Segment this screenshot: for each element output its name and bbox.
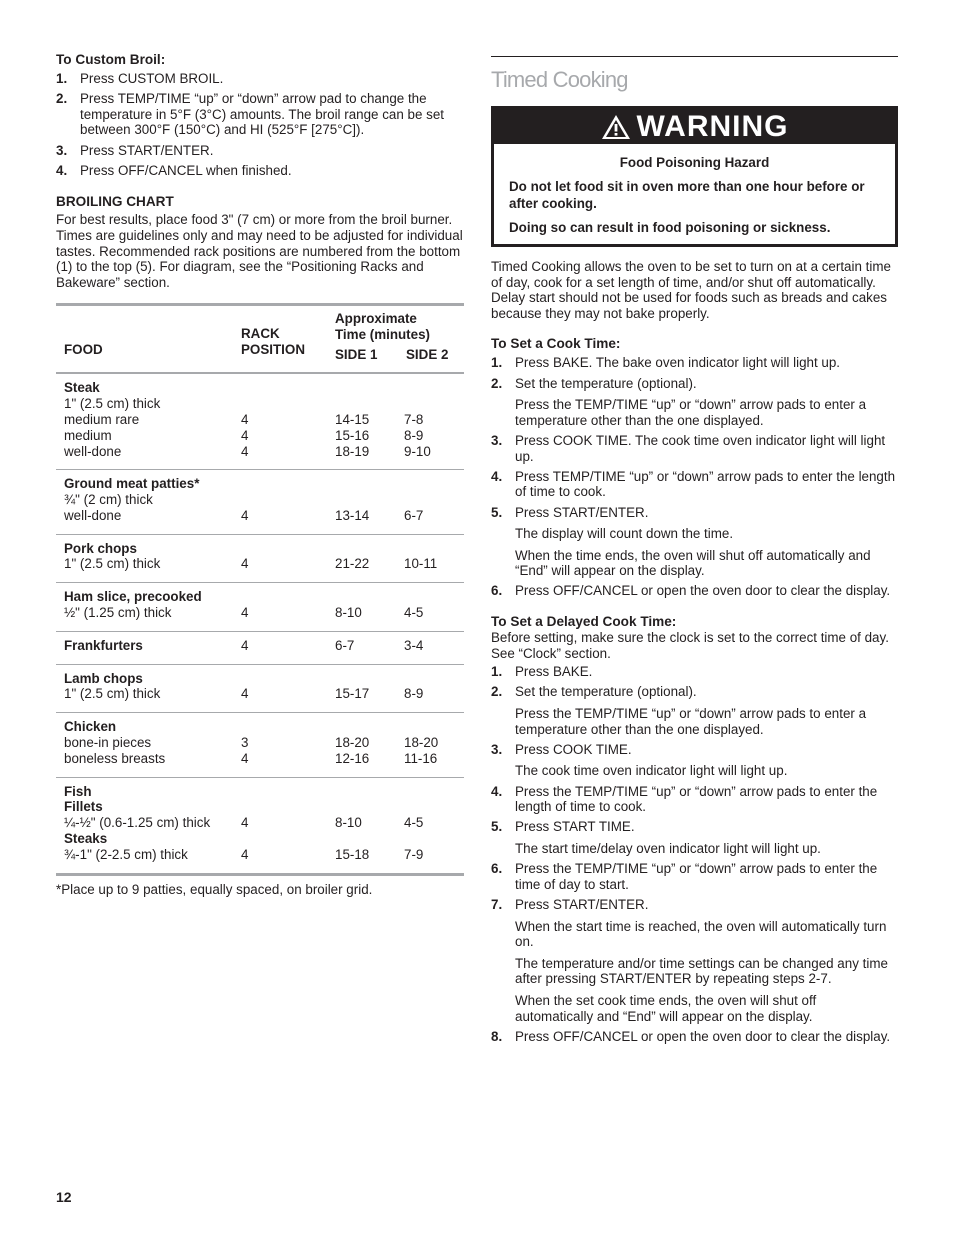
header-time-minutes: Time (minutes) — [335, 327, 430, 343]
step-item — [491, 784, 898, 815]
step-content — [515, 784, 898, 815]
step-text: Press START TIME. — [515, 819, 635, 835]
rack-cell: 4 — [241, 815, 249, 831]
step-text: Set the temperature (optional). — [515, 684, 697, 700]
step-item — [491, 1029, 898, 1045]
step-text: Press COOK TIME. The cook time oven indicator light will light up. — [515, 432, 886, 464]
step-content — [515, 664, 898, 680]
step-content — [515, 897, 898, 1024]
food-cell: Pork chops — [64, 540, 137, 556]
step-item — [491, 583, 898, 599]
table-row — [56, 412, 464, 428]
timed-cooking-intro: Timed Cooking allows the oven to be set to turn on at a certain time of day, cook for a set length of time, and/or shut off automatically. Delay start should not be used for foods such as breads and cakes because they may not bake properly. — [491, 259, 891, 321]
table-row — [56, 831, 464, 847]
rack-cell: 3 — [241, 735, 249, 751]
side1-cell: 14-15 — [335, 411, 370, 427]
side2-cell: 11-16 — [404, 750, 438, 766]
header-food: FOOD — [64, 342, 103, 358]
page-number: 12 — [56, 1189, 72, 1205]
step-subtext: The cook time oven indicator light will light up. — [515, 763, 788, 779]
step-content — [515, 583, 898, 599]
step-number: 1. — [491, 664, 503, 680]
warning-line-1: Do not let food sit in oven more than one hour before or after cooking. — [509, 179, 865, 211]
table-header — [56, 306, 464, 374]
step-content — [515, 505, 898, 579]
step-content — [80, 143, 464, 159]
step-item — [56, 91, 464, 138]
table-body — [56, 374, 464, 872]
table-row — [56, 751, 464, 767]
food-cell: 1" (2.5 cm) thick — [64, 396, 161, 412]
step-subtext: The start time/delay oven indicator light will light up. — [515, 840, 821, 856]
table-row — [56, 605, 464, 621]
step-item — [491, 742, 898, 779]
food-cell: Fillets — [64, 799, 103, 815]
food-cell: well-done — [64, 443, 122, 459]
side1-cell: 15-17 — [335, 686, 370, 702]
rack-cell: 4 — [241, 507, 249, 523]
table-row-group — [56, 713, 464, 777]
side2-cell: 7-8 — [404, 411, 424, 427]
step-content — [515, 819, 898, 856]
step-number: 1. — [56, 71, 68, 86]
broiling-chart-intro: For best results, place food 3" (7 cm) or more from the broil burner. Times are guidelines only and may need to be adjusted for individual tastes. Recommended rack positions are numbered from the bottom (1) to the top (5). For diagram, see the “Positioning Racks and Bakeware” section. — [56, 212, 463, 290]
side2-cell: 8-9 — [404, 686, 424, 702]
step-text: Press the TEMP/TIME “up” or “down” arrow pads to enter the length of time to cook. — [515, 783, 878, 815]
food-cell: medium rare — [64, 411, 140, 427]
step-text: Press OFF/CANCEL when finished. — [80, 162, 292, 178]
cook-time-heading: To Set a Cook Time: — [491, 336, 621, 352]
food-cell: bone-in pieces — [64, 735, 152, 751]
broiling-chart-table — [56, 303, 464, 875]
food-cell: well-done — [64, 507, 122, 523]
table-row-group — [56, 374, 464, 470]
table-row-group — [56, 470, 464, 534]
side1-cell: 18-20 — [335, 735, 370, 751]
table-row — [56, 671, 464, 687]
step-number: 2. — [56, 91, 68, 107]
delayed-cook-time-heading: To Set a Delayed Cook Time: — [491, 614, 677, 630]
broiling-chart-heading: BROILING CHART — [56, 194, 174, 210]
food-cell: 1" (2.5 cm) thick — [64, 686, 161, 702]
table-row — [56, 784, 464, 800]
food-cell: ¾" (2 cm) thick — [64, 492, 153, 508]
step-text: Press OFF/CANCEL or open the oven door to clear the display. — [515, 583, 891, 599]
table-row-group — [56, 535, 464, 584]
food-cell: Frankfurters — [64, 637, 143, 653]
rack-cell: 4 — [241, 846, 249, 862]
side2-cell: 6-7 — [404, 507, 424, 523]
food-cell: Ham slice, precooked — [64, 589, 202, 605]
step-subtext: The temperature and/or time settings can be changed any time after pressing START/ENTER by repeating steps 2-7. — [515, 955, 888, 987]
side2-cell: 4-5 — [404, 605, 424, 621]
step-number: 5. — [491, 504, 503, 520]
rack-cell: 4 — [241, 411, 249, 427]
food-cell: Steak — [64, 380, 100, 396]
step-number: 8. — [491, 1028, 503, 1044]
step-text: Press CUSTOM BROIL. — [80, 71, 224, 86]
step-content — [515, 684, 898, 737]
step-text: Press OFF/CANCEL or open the oven door to clear the display. — [515, 1028, 891, 1044]
step-item — [491, 664, 898, 680]
table-row-group — [56, 583, 464, 632]
table-row — [56, 638, 464, 654]
warning-box — [491, 106, 898, 247]
table-row — [56, 444, 464, 460]
step-text: Press START/ENTER. — [80, 142, 214, 158]
step-item — [491, 355, 898, 371]
rack-cell: 4 — [241, 556, 249, 572]
step-content — [80, 91, 464, 138]
table-row — [56, 508, 464, 524]
custom-broil-steps — [56, 71, 464, 178]
side2-cell: 18-20 — [404, 735, 439, 751]
side1-cell: 8-10 — [335, 815, 362, 831]
step-text: Press TEMP/TIME “up” or “down” arrow pads to enter the length of time to cook. — [515, 468, 896, 500]
warning-header — [494, 109, 895, 144]
step-number: 4. — [56, 162, 68, 178]
step-item — [491, 819, 898, 856]
side2-cell: 4-5 — [404, 815, 424, 831]
side1-cell: 21-22 — [335, 556, 370, 572]
step-subtext: When the time ends, the oven will shut off automatically and “End” will appear on the display. — [515, 547, 871, 579]
step-item — [491, 433, 898, 464]
warning-triangle-icon — [601, 114, 631, 140]
table-row — [56, 492, 464, 508]
rack-cell: 4 — [241, 427, 249, 443]
section-divider — [491, 56, 898, 57]
food-cell: Fish — [64, 783, 92, 799]
food-cell: Ground meat patties* — [64, 476, 200, 492]
step-number: 7. — [491, 896, 503, 912]
food-cell: 1" (2.5 cm) thick — [64, 556, 161, 572]
table-row — [56, 556, 464, 572]
food-cell: ½" (1.25 cm) thick — [64, 605, 172, 621]
step-number: 1. — [491, 355, 503, 371]
warning-body — [494, 144, 895, 244]
header-rack: RACK — [241, 326, 280, 342]
step-content — [515, 742, 898, 779]
side1-cell: 13-14 — [335, 507, 370, 523]
rack-cell: 4 — [241, 686, 249, 702]
step-content — [515, 861, 898, 892]
custom-broil-heading: To Custom Broil: — [56, 52, 166, 67]
step-number: 4. — [491, 783, 503, 799]
table-row — [56, 847, 464, 863]
side2-cell: 9-10 — [404, 443, 431, 459]
step-content — [515, 355, 898, 371]
step-content — [80, 71, 464, 87]
step-number: 2. — [491, 375, 503, 391]
step-number: 4. — [491, 468, 503, 484]
step-item — [491, 684, 898, 737]
step-number: 3. — [491, 741, 503, 757]
delayed-cook-time-steps — [491, 664, 898, 1044]
step-text: Press START/ENTER. — [515, 504, 649, 520]
step-content — [515, 1029, 898, 1045]
step-item — [56, 71, 464, 87]
header-approximate: Approximate — [335, 311, 417, 327]
side2-cell: 7-9 — [404, 846, 424, 862]
step-item — [56, 163, 464, 179]
side2-cell: 8-9 — [404, 427, 424, 443]
table-row — [56, 799, 464, 815]
rack-cell: 4 — [241, 637, 249, 653]
side1-cell: 15-16 — [335, 427, 370, 443]
step-subtext: When the start time is reached, the oven will automatically turn on. — [515, 918, 887, 950]
step-number: 6. — [491, 861, 503, 877]
rack-cell: 4 — [241, 605, 249, 621]
step-content — [515, 376, 898, 429]
table-row — [56, 815, 464, 831]
side1-cell: 8-10 — [335, 605, 362, 621]
side1-cell: 15-18 — [335, 846, 370, 862]
step-item — [56, 143, 464, 159]
step-text: Set the temperature (optional). — [515, 375, 697, 391]
rack-cell: 4 — [241, 750, 249, 766]
step-content — [515, 469, 898, 500]
table-row — [56, 735, 464, 751]
food-cell: Lamb chops — [64, 670, 143, 686]
step-item — [491, 376, 898, 429]
header-position: POSITION — [241, 342, 305, 358]
side1-cell: 6-7 — [335, 637, 355, 653]
step-text: Press BAKE. — [515, 664, 593, 680]
step-text: Press COOK TIME. — [515, 741, 632, 757]
table-row — [56, 719, 464, 735]
food-cell: Chicken — [64, 719, 117, 735]
table-row — [56, 396, 464, 412]
table-row-group — [56, 665, 464, 714]
food-cell: medium — [64, 427, 112, 443]
broiling-chart-footnote: *Place up to 9 patties, equally spaced, on broiler grid. — [56, 881, 373, 897]
step-number: 3. — [56, 142, 68, 158]
side2-cell: 3-4 — [404, 637, 424, 653]
table-row — [56, 589, 464, 605]
step-number: 5. — [491, 819, 503, 835]
side2-cell: 10-11 — [404, 556, 438, 572]
delayed-cook-time-intro: Before setting, make sure the clock is set to the correct time of day. See “Clock” section. — [491, 630, 889, 661]
step-content — [515, 433, 898, 464]
step-subtext: Press the TEMP/TIME “up” or “down” arrow pads to enter a temperature other than the one displayed. — [515, 397, 867, 428]
side1-cell: 18-19 — [335, 443, 370, 459]
food-cell: ¼-½" (0.6-1.25 cm) thick — [64, 815, 211, 831]
table-row-group — [56, 778, 464, 873]
warning-hazard: Food Poisoning Hazard — [619, 155, 770, 170]
right-column — [491, 52, 898, 1044]
step-subtext: When the set cook time ends, the oven will shut off automatically and “End” will appear on the display. — [515, 992, 817, 1024]
warning-line-2: Doing so can result in food poisoning or sickness. — [509, 220, 831, 235]
step-subtext: The display will count down the time. — [515, 526, 734, 542]
rack-cell: 4 — [241, 443, 249, 459]
step-text: Press BAKE. The bake oven indicator light will light up. — [515, 355, 841, 371]
food-cell: boneless breasts — [64, 750, 166, 766]
cook-time-steps — [491, 355, 898, 599]
food-cell: Steaks — [64, 831, 108, 847]
warning-label: WARNING — [636, 109, 789, 143]
step-subtext: Press the TEMP/TIME “up” or “down” arrow pads to enter a temperature other than the one displayed. — [515, 706, 867, 737]
left-column — [56, 52, 464, 897]
header-side-2: SIDE 2 — [406, 347, 449, 363]
step-number: 2. — [491, 684, 503, 700]
table-row — [56, 541, 464, 557]
step-text: Press the TEMP/TIME “up” or “down” arrow pads to enter the time of day to start. — [515, 861, 878, 892]
step-number: 6. — [491, 583, 503, 599]
step-text: Press TEMP/TIME “up” or “down” arrow pad to change the temperature in 5°F (3°C) amounts. The broil range can be set between 300°F (150°C) and HI (525°F [275°C]). — [80, 91, 445, 138]
table-row — [56, 428, 464, 444]
step-item — [491, 505, 898, 579]
table-row-group — [56, 632, 464, 665]
step-item — [491, 897, 898, 1024]
table-row — [56, 686, 464, 702]
step-content — [80, 163, 464, 179]
header-side-1: SIDE 1 — [335, 347, 378, 363]
step-item — [491, 861, 898, 892]
step-item — [491, 469, 898, 500]
step-number: 3. — [491, 432, 503, 448]
table-row — [56, 380, 464, 396]
table-row — [56, 476, 464, 492]
food-cell: ¾-1" (2-2.5 cm) thick — [64, 846, 188, 862]
section-title: Timed Cooking — [491, 67, 628, 92]
step-text: Press START/ENTER. — [515, 896, 649, 912]
side1-cell: 12-16 — [335, 750, 370, 766]
